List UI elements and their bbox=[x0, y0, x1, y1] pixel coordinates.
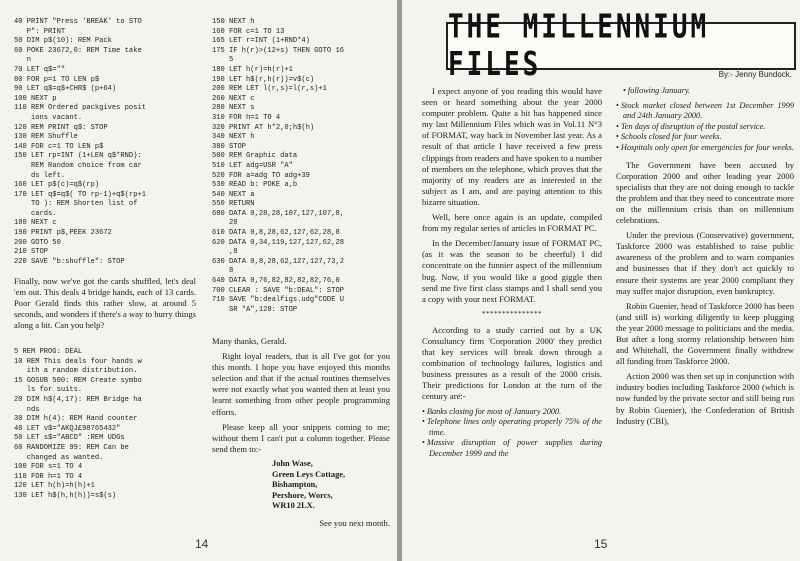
byline: By:- Jenny Bundock. bbox=[718, 70, 792, 79]
code-line: 160 FOR c=1 TO 13 bbox=[212, 27, 285, 36]
article-para-4: According to a study carried out by a UK Consultancy firm 'Corporation 2000' they predict that key services will break down through a combination of technology failures, logistics and business pressures as a result of the 2000 crisis. Their predictions for London at the turn of the century are:- bbox=[422, 324, 602, 402]
code-line: 140 FOR c=1 TO LEN p$ bbox=[14, 142, 104, 151]
code-line: 200 REM LET l(r,s)=l(r,s)+1 bbox=[212, 85, 327, 94]
code-line: 500 REM Graphic data bbox=[212, 152, 298, 161]
intro-deal-text bbox=[14, 276, 196, 335]
code-line: 60 POKE 23672,0: REM Time take bbox=[14, 46, 142, 55]
address-line: WR10 2LX. bbox=[272, 501, 315, 511]
article-para-3: In the December/January issue of FORMAT PC, (as it was the season to be cheerful) I did concentrate on the funnier aspect of the millennium bug. Now, if you would like a good giggle then send me five first class stamps and I shall send you a copy with your next FORMAT. bbox=[422, 238, 602, 304]
predictions-list bbox=[422, 407, 602, 460]
code-line: SR "A",128: STOP bbox=[212, 305, 298, 314]
code-line: nds bbox=[14, 405, 40, 414]
code-line: 630 DATA 0,8,28,62,127,127,73,2 bbox=[212, 257, 344, 266]
bullet-item: • Massive disruption of power supplies during December 1999 and the bbox=[422, 438, 602, 459]
bullet-item: • Banks closing for most of January 2000. bbox=[422, 407, 602, 418]
article-para-7: Robin Guenier, head of Taskforce 2000 has been (and still is) working diligently to keep plugging the year 2000 message to politicians and the media. But after a long stormy relationship between him and Whitehall, the Government finally withdrew all funding from Taskforce 2000. bbox=[616, 300, 794, 367]
article-para-2: Well, here once again is an update, compiled from my regular series of articles in FORMAT PC. bbox=[422, 212, 602, 234]
code-line: 100 FOR s=1 TO 4 bbox=[14, 463, 83, 472]
code-line: ions vacant. bbox=[14, 113, 83, 122]
code-line: 20 DIM h$(4,17): REM Bridge ha bbox=[14, 395, 142, 404]
send-paragraph: Please keep all your snippets coming to me; without them I can't put a column together. Please send them to:- bbox=[212, 421, 390, 454]
right-page bbox=[402, 0, 800, 561]
continued-bullet bbox=[616, 86, 794, 97]
code-line: 5 bbox=[212, 56, 234, 65]
code-line: 5 REM PROG: DEAL bbox=[14, 348, 83, 356]
code-line: 50 DIM p$(10): REM Pack bbox=[14, 37, 112, 46]
address-line: Green Leys Cottage, bbox=[272, 469, 346, 479]
code-line: 120 REM PRINT q$: STOP bbox=[14, 123, 108, 132]
deal-description: Finally, now we've got the cards shuffled, let's deal 'em out. This deals 4 bridge hands, each of 13 cards. Poor Gerald finds this rather slow, at around 5 seconds, and wonders if there's a way to hurry things along a bit. Can you help? bbox=[14, 276, 196, 331]
code-line: 320 PRINT AT h*2,0;h$(h) bbox=[212, 123, 315, 132]
code-line: cards. bbox=[14, 209, 57, 218]
code-line: 600 DATA 0,28,28,107,127,107,8, bbox=[212, 209, 344, 218]
page-number-right: 15 bbox=[594, 537, 608, 551]
code-line: 130 LET h$(h,h(h))=s$(s) bbox=[14, 491, 117, 500]
code-line: 40 PRINT "Press 'BREAK' to STO bbox=[14, 18, 142, 26]
code-line: 110 REM Ordered packgives posit bbox=[14, 104, 146, 113]
code-line: n bbox=[14, 56, 32, 65]
address-line: John Wase, bbox=[272, 458, 313, 468]
code-line: 380 STOP bbox=[212, 142, 247, 151]
code-line: 80 FOR p=1 TO LEN p$ bbox=[14, 75, 100, 84]
code-line: TO ): REM Shorten list of bbox=[14, 200, 138, 209]
code-line: 180 LET h(r)=h(r)+1 bbox=[212, 65, 293, 74]
code-line: 260 NEXT c bbox=[212, 94, 255, 103]
code-line: 520 FOR a=adg TO adg+39 bbox=[212, 171, 310, 180]
code-line: 165 LET r=INT (1+RND*4) bbox=[212, 37, 310, 46]
banner-title: THE MILLENNIUM FILES bbox=[448, 8, 710, 84]
code-line: 60 RANDOMIZE 99: REM Can be bbox=[14, 443, 129, 452]
code-line: 40 LET v$="AKQJ£98765432" bbox=[14, 424, 121, 433]
code-line: 10 REM This deals four hands w bbox=[14, 357, 142, 366]
bullet-item: • Ten days of disruption of the postal service. bbox=[616, 122, 794, 133]
code-right-listing bbox=[212, 18, 392, 315]
article-para-6: Under the previous (Conservative) government, Taskforce 2000 was established to raise public awareness of the problem and to warn companies and businesses that if they don't act quickly to ensure their systems are year 2000 compliant they may suffer major disruption, even bankruptcy. bbox=[616, 230, 794, 296]
code-line: ,8 bbox=[212, 248, 238, 257]
code-line: P": PRINT bbox=[14, 27, 66, 36]
code-line: 700 CLEAR : SAVE "b:DEAL": STOP bbox=[212, 286, 344, 295]
bullet-item: • Hospitals only open for emergencies for four weeks. bbox=[616, 143, 794, 154]
code-line: 30 DIM h(4): REM Hand counter bbox=[14, 415, 138, 424]
code-line: 15 GOSUB 500: REM Create symbo bbox=[14, 376, 142, 385]
code-line: 190 PRINT p$,PEEK 23672 bbox=[14, 229, 112, 238]
code-line: 340 NEXT h bbox=[212, 133, 255, 142]
code-line: 220 SAVE "b:shuffle": STOP bbox=[14, 257, 125, 266]
left-page bbox=[0, 0, 397, 561]
code-line: 8 bbox=[212, 267, 234, 276]
bullet-item: • Telephone lines only operating properly 75% of the time. bbox=[422, 417, 602, 438]
code-line: ith a random distribution. bbox=[14, 367, 138, 376]
code-line: ls for suits. bbox=[14, 386, 83, 395]
article-column-2 bbox=[616, 86, 794, 431]
address-line: Pershore, Worcs, bbox=[272, 490, 333, 500]
readers-paragraph: Right loyal readers, that is all I've got for you this month. I hope you have enjoyed this months selection and that if the actual routines themselves were not exactly what you wanted then at least you learnt something from other people programming efforts. bbox=[212, 351, 390, 417]
code-line: 620 DATA 0,34,119,127,127,62,28 bbox=[212, 238, 344, 247]
code-line: 280 NEXT s bbox=[212, 104, 255, 113]
code-line: 160 LET p$(c)=q$(rp) bbox=[14, 181, 100, 190]
closing-text bbox=[212, 336, 390, 529]
article-para-8: Action 2000 was then set up in conjunction with industry bodies including Taskforce 2000 (which is now funded by the private sector and still being run by Robin Guenier), the Confederation of British Industry (CBI), bbox=[616, 371, 794, 426]
code-line: REM Random choice from car bbox=[14, 161, 142, 170]
code-line: 200 GOTO 50 bbox=[14, 238, 61, 247]
article-para-5: The Government have been accused by Corporation 2000 and other leading year 2000 specialists that they are not doing enough to tackle the problem and that they need to concentrate more on the millennium crisis than on millennium celebrations. bbox=[616, 159, 794, 226]
code-line: 110 FOR h=1 TO 4 bbox=[14, 472, 83, 481]
code-line: changed as wanted. bbox=[14, 453, 104, 462]
code-line: 175 IF h(r)>(12+s) THEN GOTO 16 bbox=[212, 46, 344, 55]
thanks-line: Many thanks, Gerald. bbox=[212, 336, 287, 346]
code-line: 210 STOP bbox=[14, 248, 49, 257]
bullet-item: • Stock market closed between 1st December 1999 and 24th January 2000. bbox=[616, 101, 794, 122]
code-line: 130 REM Shuffle bbox=[14, 133, 78, 142]
code-line: 170 LET q$=q$( TO rp-1)+q$(rp+1 bbox=[14, 190, 146, 199]
signoff: See you next month. bbox=[319, 517, 390, 528]
code-line: 190 LET h$(r,h(r))=v$(c) bbox=[212, 75, 315, 84]
bullet-item: • Schools closed for four weeks. bbox=[616, 132, 794, 143]
code-line: 28 bbox=[212, 219, 238, 228]
code-line: 180 NEXT c bbox=[14, 219, 57, 228]
code-line: 50 LET s$="ABCD" :REM UDGs bbox=[14, 434, 125, 443]
code-bottom-listing bbox=[14, 348, 200, 502]
code-line: 70 LET q$="" bbox=[14, 65, 66, 74]
page-number-left: 14 bbox=[195, 537, 209, 551]
address-line: Bishampton, bbox=[272, 480, 318, 490]
code-line: 90 LET q$=q$+CHR$ (p+64) bbox=[14, 85, 117, 94]
code-line: 150 NEXT h bbox=[212, 18, 255, 26]
code-line: 120 LET h(h)=h(h)+1 bbox=[14, 482, 95, 491]
code-line: 100 NEXT p bbox=[14, 94, 57, 103]
article-column-1 bbox=[422, 86, 602, 460]
code-line: 530 READ b: POKE a,b bbox=[212, 181, 298, 190]
section-divider: *************** bbox=[482, 309, 542, 318]
code-line: 610 DATA 0,8,28,62,127,62,28,8 bbox=[212, 229, 340, 238]
code-line: 550 RETURN bbox=[212, 200, 255, 209]
article-para-1: I expect anyone of you reading this would have seen or heard something about the year 2000 computer problem. Quite a bit has happened since my last Millennium Files which was in Vol.11 N°3 of FORMAT, way back in November last year. As a result of that article I have received a few press clippings from readers and have spoken to a number of members on the telephone, which proves that the majority of my readers are as interested in the subject as I am, and are paying attention to this bizarre situation. bbox=[422, 86, 602, 207]
code-top-listing bbox=[14, 18, 200, 267]
code-line: 510 LET adg=USR "A" bbox=[212, 161, 293, 170]
code-line: 310 FOR h=1 TO 4 bbox=[212, 113, 281, 122]
predictions-list-cont bbox=[616, 101, 794, 154]
code-line: 640 DATA 0,76,82,82,82,82,76,0 bbox=[212, 277, 340, 286]
code-line: ds left. bbox=[14, 171, 66, 180]
code-line: 150 LET rp=INT (1+LEN q$*RND): bbox=[14, 152, 142, 161]
continued-bullet-text: following January. bbox=[627, 86, 691, 95]
code-line: 540 NEXT a bbox=[212, 190, 255, 199]
code-line: 710 SAVE "b:dealfigs.udg"CODE U bbox=[212, 296, 344, 305]
address-block bbox=[272, 459, 390, 512]
